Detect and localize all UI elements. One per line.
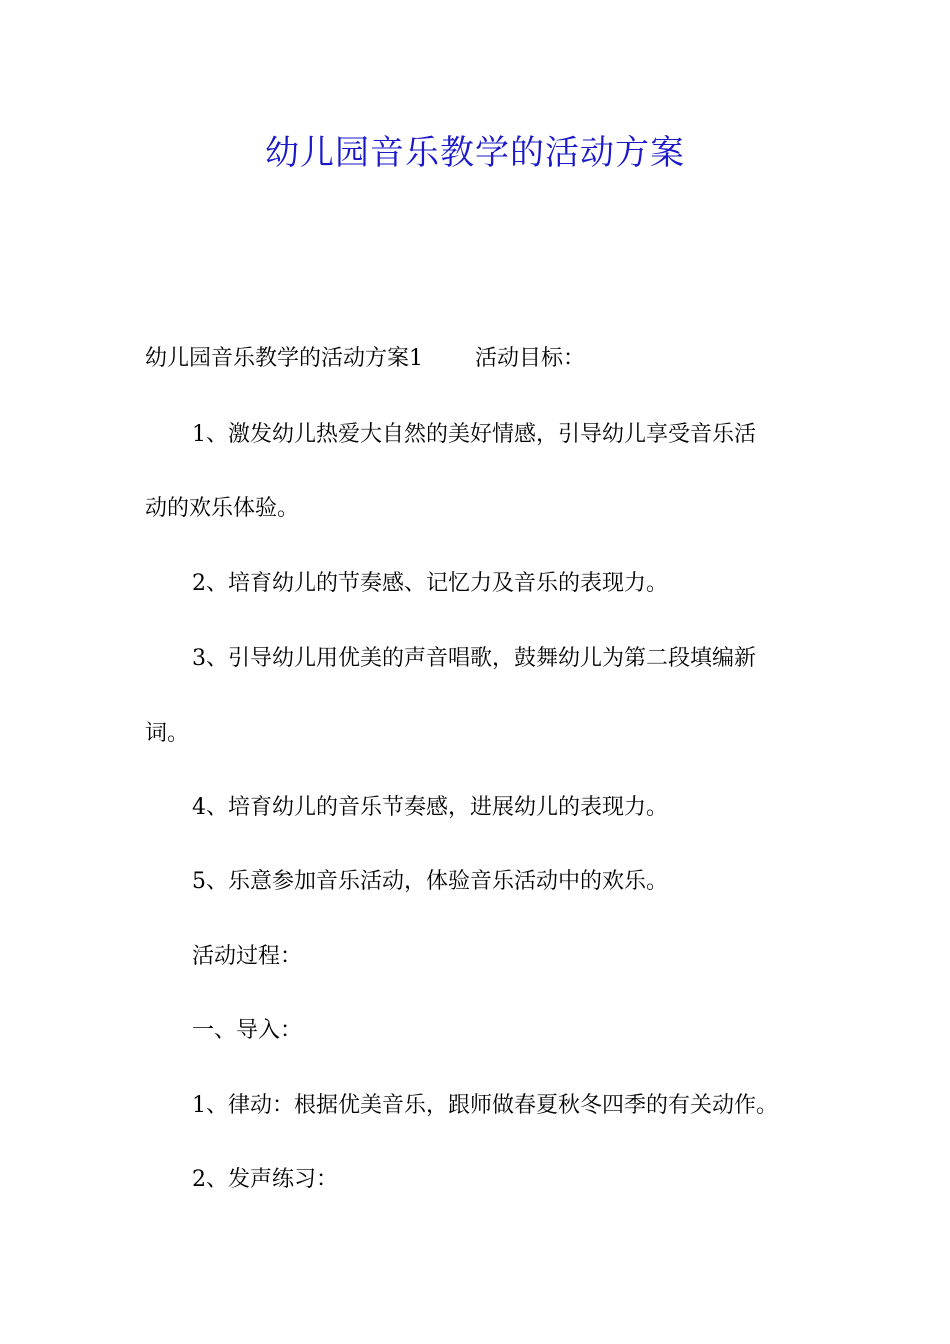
paragraph-line: 2、培育幼儿的节奏感、记忆力及音乐的表现力。 <box>192 571 668 596</box>
document-title: 幼儿园音乐教学的活动方案 <box>265 133 685 173</box>
paragraph-line: 4、培育幼儿的音乐节奏感，进展幼儿的表现力。 <box>192 795 668 820</box>
paragraph-line: 5、乐意参加音乐活动，体验音乐活动中的欢乐。 <box>192 869 668 894</box>
paragraph-line: 词。 <box>145 721 190 746</box>
intro-line <box>145 344 585 374</box>
section-label-goals: 活动目标： <box>475 346 586 371</box>
paragraph-line: 1、激发幼儿热爱大自然的美好情感，引导幼儿享受音乐活 <box>192 422 756 447</box>
intro-heading: 幼儿园音乐教学的活动方案1 <box>145 346 423 371</box>
paragraph-line: 3、引导幼儿用优美的声音唱歌，鼓舞幼儿为第二段填编新 <box>192 646 756 671</box>
subsection-heading: 一、导入： <box>192 1018 303 1043</box>
paragraph-line: 动的欢乐体验。 <box>145 496 300 521</box>
paragraph-line: 1、律动：根据优美音乐，跟师做春夏秋冬四季的有关动作。 <box>192 1093 778 1118</box>
section-heading-process: 活动过程： <box>192 944 303 969</box>
paragraph-line: 2、发声练习： <box>192 1167 338 1192</box>
